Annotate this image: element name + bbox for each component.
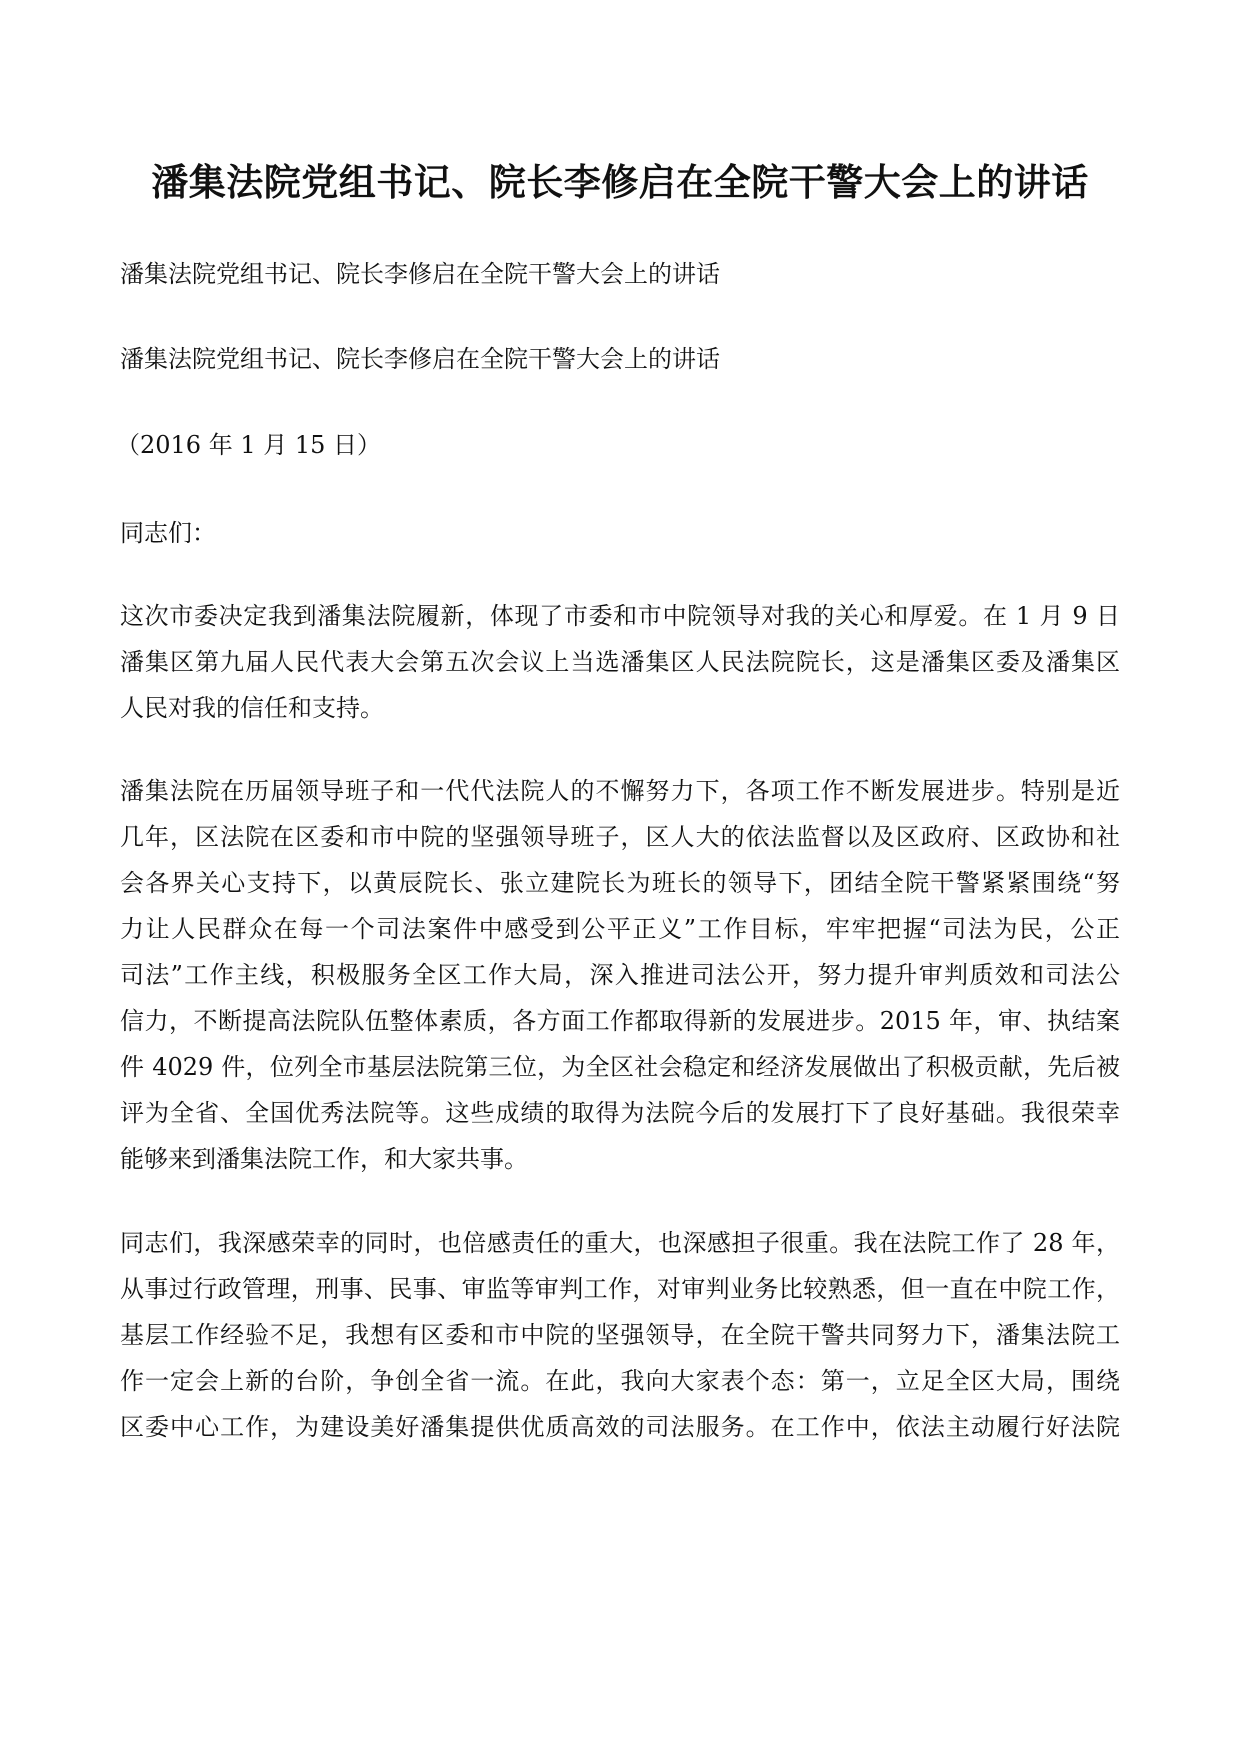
paragraph-line: 区委中心工作，为建设美好潘集提供优质高效的司法服务。在工作中，依法主动履行好法院: [120, 1413, 1120, 1441]
paragraph-2: [120, 768, 1120, 1182]
paragraph-line: 评为全省、全国优秀法院等。这些成绩的取得为法院今后的发展打下了良好基础。我很荣幸: [120, 1099, 1120, 1127]
subtitle-line-1: 潘集法院党组书记、院长李修启在全院干警大会上的讲话: [120, 260, 720, 288]
paragraph-line: 会各界关心支持下，以黄辰院长、张立建院长为班长的领导下，团结全院干警紧紧围绕“努: [120, 869, 1120, 897]
paragraph-1: [120, 593, 1120, 731]
paragraph-line: 同志们，我深感荣幸的同时，也倍感责任的重大，也深感担子很重。我在法院工作了 28 年，: [120, 1229, 1120, 1257]
document-title: 潘集法院党组书记、院长李修启在全院干警大会上的讲话: [151, 161, 1089, 204]
paragraph-line: 司法”工作主线，积极服务全区工作大局，深入推进司法公开，努力提升审判质效和司法公: [120, 961, 1120, 989]
paragraph-line: 潘集区第九届人民代表大会第五次会议上当选潘集区人民法院院长，这是潘集区委及潘集区: [120, 648, 1120, 676]
paragraph-line: 信力，不断提高法院队伍整体素质，各方面工作都取得新的发展进步。2015 年，审、执结案: [120, 1007, 1120, 1035]
speech-date: （2016 年 1 月 15 日）: [116, 431, 382, 459]
paragraph-line: 力让人民群众在每一个司法案件中感受到公平正义”工作目标，牢牢把握“司法为民，公正: [120, 915, 1120, 943]
greeting: 同志们：: [120, 519, 216, 547]
paragraph-line: 从事过行政管理，刑事、民事、审监等审判工作，对审判业务比较熟悉，但一直在中院工作，: [120, 1275, 1120, 1303]
paragraph-line: 能够来到潘集法院工作，和大家共事。: [120, 1145, 528, 1173]
paragraph-line: 潘集法院在历届领导班子和一代代法院人的不懈努力下，各项工作不断发展进步。特别是近: [120, 777, 1120, 805]
paragraph-line: 基层工作经验不足，我想有区委和市中院的坚强领导，在全院干警共同努力下，潘集法院工: [120, 1321, 1120, 1349]
paragraph-line: 作一定会上新的台阶，争创全省一流。在此，我向大家表个态：第一，立足全区大局，围绕: [120, 1367, 1120, 1395]
paragraph-line: 这次市委决定我到潘集法院履新，体现了市委和市中院领导对我的关心和厚爱。在 1 月 9 日: [120, 602, 1120, 630]
paragraph-3: [120, 1220, 1120, 1450]
subtitle-line-2: 潘集法院党组书记、院长李修启在全院干警大会上的讲话: [120, 345, 720, 373]
paragraph-line: 人民对我的信任和支持。: [120, 694, 384, 722]
paragraph-line: 件 4029 件，位列全市基层法院第三位，为全区社会稳定和经济发展做出了积极贡献，先后被: [120, 1053, 1120, 1081]
paragraph-line: 几年，区法院在区委和市中院的坚强领导班子，区人大的依法监督以及区政府、区政协和社: [120, 823, 1120, 851]
